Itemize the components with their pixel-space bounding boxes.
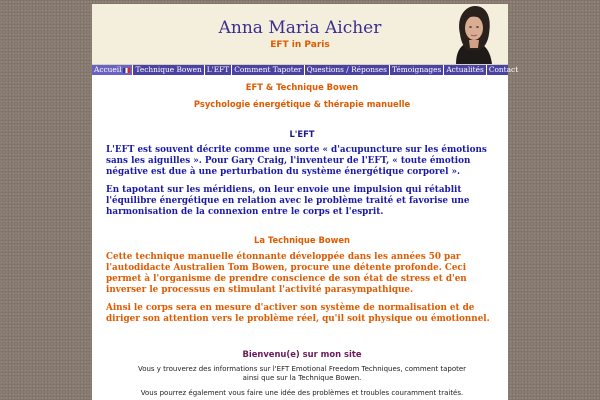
site-header	[92, 4, 508, 65]
site-title[interactable]: Anna Maria Aicher	[218, 18, 382, 38]
main-nav	[92, 65, 519, 75]
site-subtitle: EFT in Paris	[270, 40, 330, 50]
bowen-paragraph-1: Cette technique manuelle étonnante développée dans les années 50 par l'autodidacte Australien Tom Bowen, procure une détente profonde. Ceci permet à l'organisme de prendre conscience de son état de stress et d'en inverser le processus en stimulant l'activité parasympathique.	[106, 252, 467, 295]
main-content	[106, 80, 498, 398]
portrait-photo	[446, 4, 500, 64]
bowen-paragraph-2: Ainsi le corps sera en mesure d'activer son système de normalisation et de diriger son attention vers le problème réel, qu'il soit physique ou émotionnel.	[106, 303, 490, 324]
nav-item-temoignages[interactable]: Témoignages	[390, 65, 444, 75]
nav-item-questions-reponses[interactable]: Questions / Réponses	[305, 65, 390, 75]
nav-item-eft[interactable]: L'EFT	[205, 65, 232, 75]
eft-paragraph-2: En tapotant sur les méridiens, on leur envoie une impulsion qui rétablit l'équilibre énergétique en relation avec le problème traité et favorise une harmonisation de la connexion entre le corps et l'esprit.	[106, 185, 470, 217]
welcome-line-1: Vous y trouverez des informations sur l'EFT Emotional Freedom Techniques, comment tapoter ainsi que sur la Technique Bowen.	[137, 365, 467, 382]
eft-heading: L'EFT	[289, 129, 315, 139]
bowen-heading: La Technique Bowen	[253, 235, 350, 245]
nav-item-actualites[interactable]: Actualités	[444, 65, 486, 75]
page-container	[92, 4, 519, 400]
page-subheading: Psychologie énergétique & thérapie manuelle	[193, 99, 411, 109]
flag-icon	[123, 68, 130, 73]
nav-item-accueil[interactable]	[92, 65, 133, 75]
welcome-line-2: Vous pourrez également vous faire une idée des problèmes et troubles couramment traités.	[140, 389, 464, 397]
nav-item-technique-bowen[interactable]: Technique Bowen	[133, 65, 204, 75]
welcome-heading: Bienvenu(e) sur mon site	[242, 349, 362, 359]
nav-item-contact[interactable]: Contact	[488, 65, 519, 74]
nav-item-label: Accueil	[94, 65, 122, 74]
nav-item-comment-tapoter[interactable]: Comment Tapoter	[232, 65, 304, 75]
page-heading: EFT & Technique Bowen	[245, 82, 359, 92]
eft-paragraph-1: L'EFT est souvent décrite comme une sorte « d'acupuncture sur les émotions sans les aiguilles ». Pour Gary Craig, l'inventeur de l'EFT, « toute émotion négative est due à une perturbation du système énergétique corporel ».	[106, 145, 487, 177]
